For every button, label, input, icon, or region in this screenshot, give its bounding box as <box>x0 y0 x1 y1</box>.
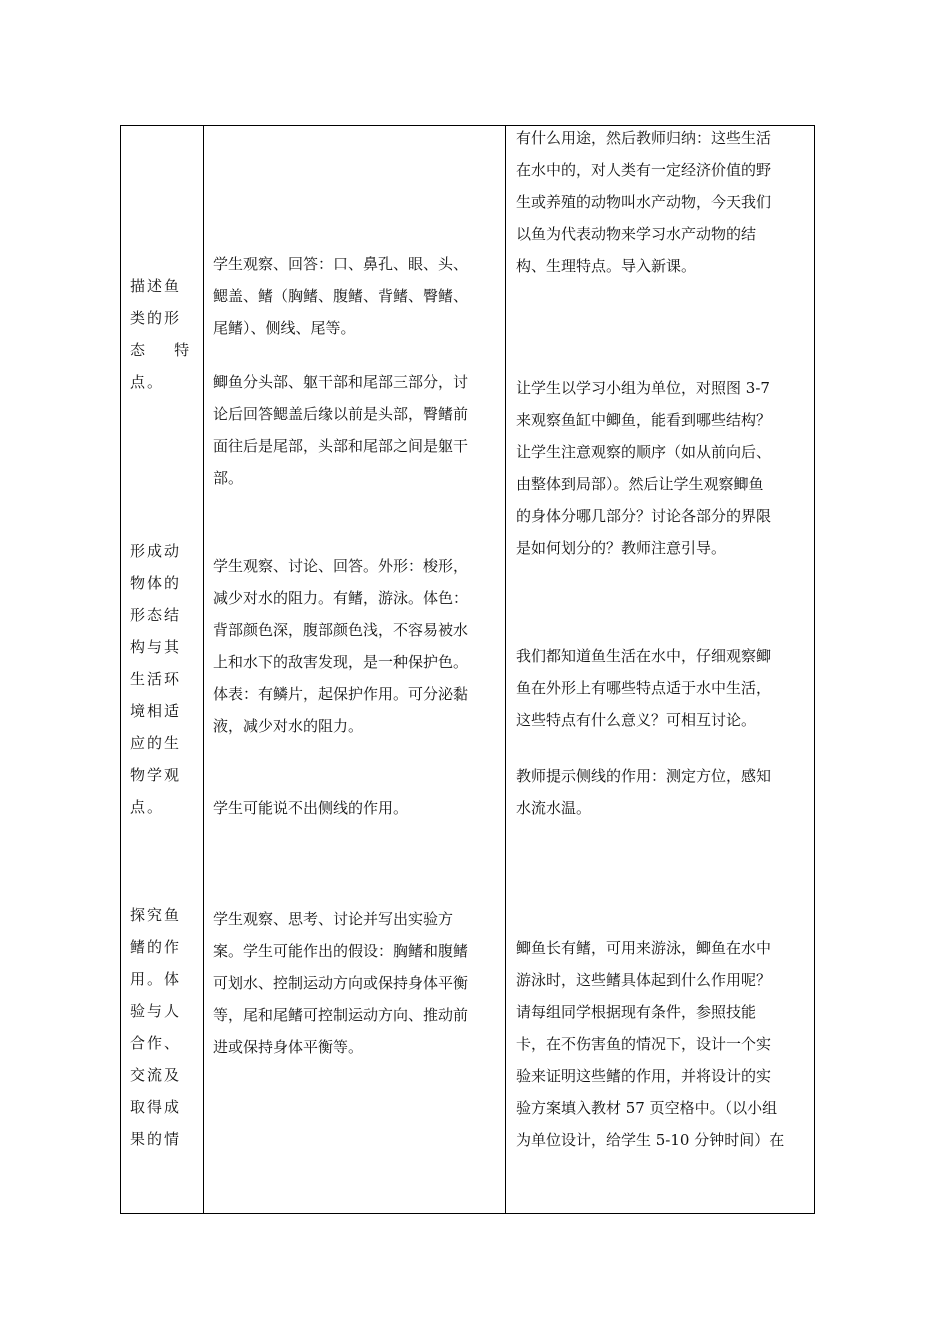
text-line: 验方案填入教材 57 页空格中。（以小组 <box>516 1099 778 1117</box>
student-activity-text <box>213 366 496 494</box>
text-line: 学生观察、思考、讨论并写出实验方 <box>213 910 454 928</box>
text-line: 形成动 <box>130 542 182 560</box>
text-line: 在水中的，对人类有一定经济价值的野 <box>516 161 772 179</box>
text-line: 减少对水的阻力。有鳍，游泳。体色： <box>213 589 469 607</box>
text-line: 教师提示侧线的作用：测定方位，感知 <box>516 767 772 785</box>
text-line: 体表：有鳞片，起保护作用。可分泌黏 <box>213 685 469 703</box>
text-line: 面往后是尾部，头部和尾部之间是躯干 <box>213 437 469 455</box>
text-line: 可划水、控制运动方向或保持身体平衡 <box>213 974 469 992</box>
text-line: 请每组同学根据现有条件，参照技能 <box>516 1003 757 1021</box>
text-line: 进或保持身体平衡等。 <box>213 1038 364 1056</box>
text-line: 背部颜色深，腹部颜色浅，不容易被水 <box>213 621 469 639</box>
text-line: 物体的 <box>130 574 182 592</box>
teacher-activity-text <box>516 932 811 1156</box>
teacher-activity-text <box>516 760 811 824</box>
text-line: 点。 <box>130 373 165 391</box>
text-line: 学生可能说不出侧线的作用。 <box>213 799 409 817</box>
text-line: 态 特 <box>130 341 192 359</box>
text-line: 鳃盖、鳍（胸鳍、腹鳍、背鳍、臀鳍、 <box>213 287 469 305</box>
text-line: 液，减少对水的阻力。 <box>213 717 364 735</box>
text-line: 探究鱼 <box>130 906 182 924</box>
student-activity-text <box>213 550 496 742</box>
text-line: 为单位设计，给学生 5-10 分钟时间）在 <box>516 1131 785 1149</box>
text-line: 学生观察、讨论、回答。外形：梭形， <box>213 557 469 575</box>
text-line: 验与人 <box>130 1002 182 1020</box>
objective-text <box>130 270 200 398</box>
student-activity-text <box>213 792 496 824</box>
teacher-activity-text <box>516 640 811 736</box>
lesson-plan-table <box>120 125 815 1214</box>
text-line: 让学生注意观察的顺序（如从前向后、 <box>516 443 772 461</box>
column-divider <box>203 126 204 1213</box>
text-line: 有什么用途，然后教师归纳：这些生活 <box>516 129 772 147</box>
text-line: 果的情 <box>130 1130 182 1148</box>
text-line: 描述鱼 <box>130 277 182 295</box>
text-line: 让学生以学习小组为单位，对照图 3-7 <box>516 379 770 397</box>
teacher-activity-text <box>516 372 811 564</box>
text-line: 案。学生可能作出的假设：胸鳍和腹鳍 <box>213 942 469 960</box>
text-line: 鱼在外形上有哪些特点适于水中生活， <box>516 679 772 697</box>
text-line: 用。体 <box>130 970 182 988</box>
text-line: 应的生 <box>130 734 182 752</box>
text-line: 是如何划分的？教师注意引导。 <box>516 539 727 557</box>
text-line: 形态结 <box>130 606 182 624</box>
text-line: 生活环 <box>130 670 182 688</box>
text-line: 卡，在不伤害鱼的情况下，设计一个实 <box>516 1035 772 1053</box>
text-line: 构、生理特点。导入新课。 <box>516 257 697 275</box>
text-line: 游泳时，这些鳍具体起到什么作用呢？ <box>516 971 772 989</box>
text-line: 取得成 <box>130 1098 182 1116</box>
objective-text <box>130 535 200 823</box>
text-line: 论后回答鳃盖后缘以前是头部，臀鳍前 <box>213 405 469 423</box>
text-line: 点。 <box>130 798 165 816</box>
text-line: 鲫鱼长有鳍，可用来游泳，鲫鱼在水中 <box>516 939 772 957</box>
text-line: 上和水下的敌害发现，是一种保护色。 <box>213 653 469 671</box>
text-line: 境相适 <box>130 702 182 720</box>
text-line: 的身体分哪几部分？讨论各部分的界限 <box>516 507 772 525</box>
text-line: 我们都知道鱼生活在水中，仔细观察鲫 <box>516 647 772 665</box>
teacher-activity-text <box>516 122 811 282</box>
text-line: 尾鳍）、侧线、尾等。 <box>213 319 356 337</box>
text-line: 鲫鱼分头部、躯干部和尾部三部分，讨 <box>213 373 469 391</box>
column-divider <box>505 126 506 1213</box>
text-line: 水流水温。 <box>516 799 592 817</box>
text-line: 合作、 <box>130 1034 182 1052</box>
text-line: 鳍的作 <box>130 938 182 956</box>
text-line: 验来证明这些鳍的作用，并将设计的实 <box>516 1067 772 1085</box>
text-line: 类的形 <box>130 309 182 327</box>
text-line: 交流及 <box>130 1066 182 1084</box>
text-line: 由整体到局部）。然后让学生观察鲫鱼 <box>516 475 764 493</box>
text-line: 物学观 <box>130 766 182 784</box>
text-line: 以鱼为代表动物来学习水产动物的结 <box>516 225 757 243</box>
text-line: 部。 <box>213 469 244 487</box>
student-activity-text <box>213 903 496 1063</box>
text-line: 等，尾和尾鳍可控制运动方向、推动前 <box>213 1006 469 1024</box>
student-activity-text <box>213 248 496 344</box>
text-line: 这些特点有什么意义？可相互讨论。 <box>516 711 757 729</box>
objective-text <box>130 899 200 1155</box>
text-line: 构与其 <box>130 638 182 656</box>
text-line: 来观察鱼缸中鲫鱼，能看到哪些结构？ <box>516 411 772 429</box>
text-line: 生或养殖的动物叫水产动物，今天我们 <box>516 193 772 211</box>
text-line: 学生观察、回答：口、鼻孔、眼、头、 <box>213 255 469 273</box>
